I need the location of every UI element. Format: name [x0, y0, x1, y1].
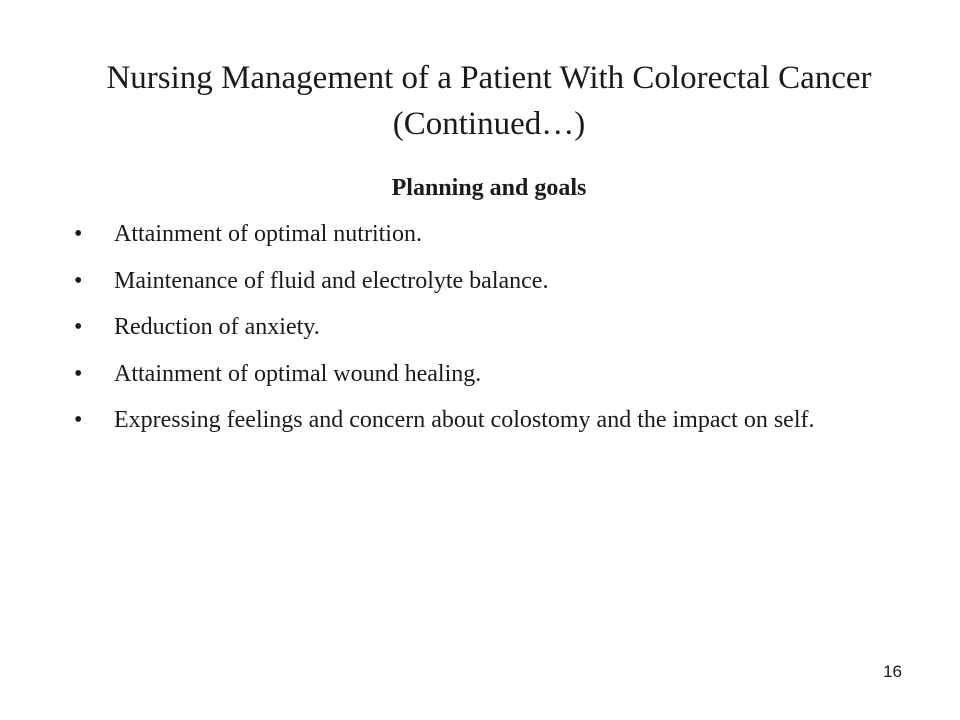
bullet-text: Attainment of optimal wound healing.	[114, 360, 482, 387]
bullet-item	[74, 263, 874, 299]
bullet-text: Attainment of optimal nutrition.	[114, 221, 422, 247]
bullet-icon: •	[74, 221, 83, 247]
bullet-text: Reduction of anxiety.	[114, 314, 320, 340]
section-heading: Planning and goals	[391, 175, 587, 201]
page-number: 16	[883, 662, 902, 681]
bullet-icon: •	[74, 360, 83, 387]
bullet-item	[74, 309, 874, 345]
bullet-item	[74, 216, 874, 252]
slide-title: Nursing Management of a Patient With Colorectal Cancer (Continued…)	[106, 60, 872, 142]
bullet-item	[74, 402, 874, 438]
bullet-list	[74, 216, 874, 449]
bullet-text: Expressing feelings and concern about colostomy and the impact on self.	[114, 407, 815, 433]
bullet-item	[74, 356, 874, 392]
bullet-icon: •	[74, 314, 83, 340]
bullet-icon: •	[74, 267, 83, 294]
bullet-icon: •	[74, 407, 83, 433]
bullet-text: Maintenance of fluid and electrolyte balance.	[114, 267, 549, 294]
